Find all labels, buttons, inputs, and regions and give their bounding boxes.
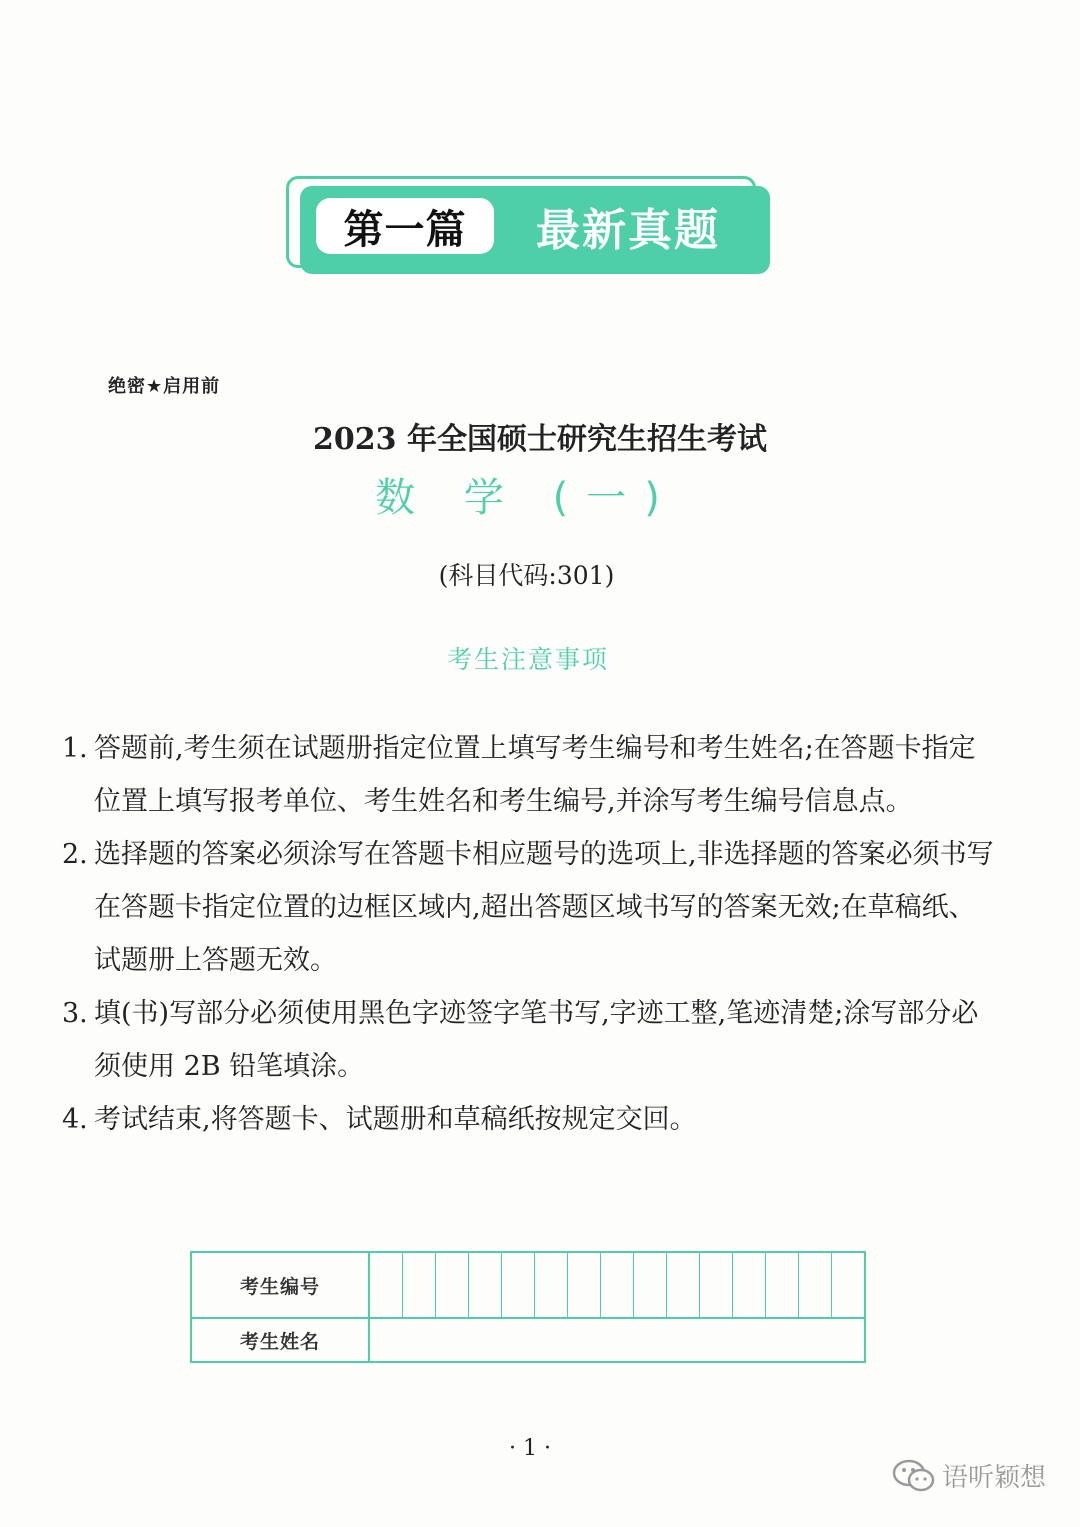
- candidate-id-digit-box[interactable]: [469, 1253, 502, 1317]
- candidate-id-digit-box[interactable]: [568, 1253, 601, 1317]
- candidate-id-digit-box[interactable]: [766, 1253, 799, 1317]
- rule-text: 选择题的答案必须涂写在答题卡相应题号的选项上,非选择题的答案必须书写在答题卡指定位置的边框区域内,超出答题区域书写的答案无效;在草稿纸、试题册上答题无效。: [94, 839, 994, 976]
- rule-text: 填(书)写部分必须使用黑色字迹签字笔书写,字迹工整,笔迹清楚;涂写部分必须使用 2B 铅笔填涂。: [94, 998, 979, 1082]
- watermark: [892, 1457, 1046, 1494]
- section-banner: [286, 176, 770, 276]
- rule-item: [62, 1093, 1002, 1146]
- rule-item: [62, 722, 1002, 828]
- candidate-name-label: 考生姓名: [192, 1319, 370, 1361]
- subject-code: (科目代码:301): [438, 561, 615, 590]
- notice-title: 考生注意事项: [446, 645, 609, 674]
- secret-mark: 绝密★启用前: [108, 376, 221, 397]
- candidate-id-digit-box[interactable]: [535, 1253, 568, 1317]
- rule-item: [62, 828, 1002, 987]
- candidate-id-digit-box[interactable]: [403, 1253, 436, 1317]
- watermark-text: 语听颖想: [942, 1463, 1047, 1493]
- candidate-id-row: [192, 1253, 864, 1319]
- candidate-id-digit-box[interactable]: [502, 1253, 535, 1317]
- section-title: 最新真题: [536, 205, 720, 256]
- rule-number: 2.: [62, 839, 88, 870]
- page-number: · 1 ·: [509, 1436, 551, 1461]
- candidate-id-digit-box[interactable]: [799, 1253, 832, 1317]
- candidate-id-digit-box[interactable]: [832, 1253, 864, 1317]
- candidate-id-digit-box[interactable]: [601, 1253, 634, 1317]
- subject-title: 数 学 (一): [375, 475, 678, 521]
- exam-title: 2023 年全国硕士研究生招生考试: [313, 422, 767, 457]
- rules-list: [62, 722, 1002, 1146]
- candidate-id-boxes[interactable]: [370, 1253, 864, 1317]
- candidate-id-digit-box[interactable]: [700, 1253, 733, 1317]
- candidate-id-digit-box[interactable]: [436, 1253, 469, 1317]
- candidate-id-digit-box[interactable]: [634, 1253, 667, 1317]
- section-label: 第一篇: [316, 198, 494, 254]
- candidate-info-table: [190, 1251, 866, 1363]
- candidate-name-field[interactable]: [370, 1319, 864, 1361]
- rule-number: 4.: [62, 1104, 88, 1135]
- rule-number: 3.: [62, 998, 88, 1029]
- rule-item: [62, 987, 1002, 1093]
- candidate-id-digit-box[interactable]: [733, 1253, 766, 1317]
- candidate-id-digit-box[interactable]: [667, 1253, 700, 1317]
- rule-text: 答题前,考生须在试题册指定位置上填写考生编号和考生姓名;在答题卡指定位置上填写报考单位、考生姓名和考生编号,并涂写考生编号信息点。: [94, 733, 976, 817]
- wechat-icon: [892, 1458, 936, 1494]
- rule-number: 1.: [62, 733, 88, 764]
- rule-text: 考试结束,将答题卡、试题册和草稿纸按规定交回。: [94, 1104, 697, 1135]
- candidate-id-label: 考生编号: [192, 1253, 370, 1317]
- candidate-name-row: [192, 1319, 864, 1361]
- candidate-id-digit-box[interactable]: [370, 1253, 403, 1317]
